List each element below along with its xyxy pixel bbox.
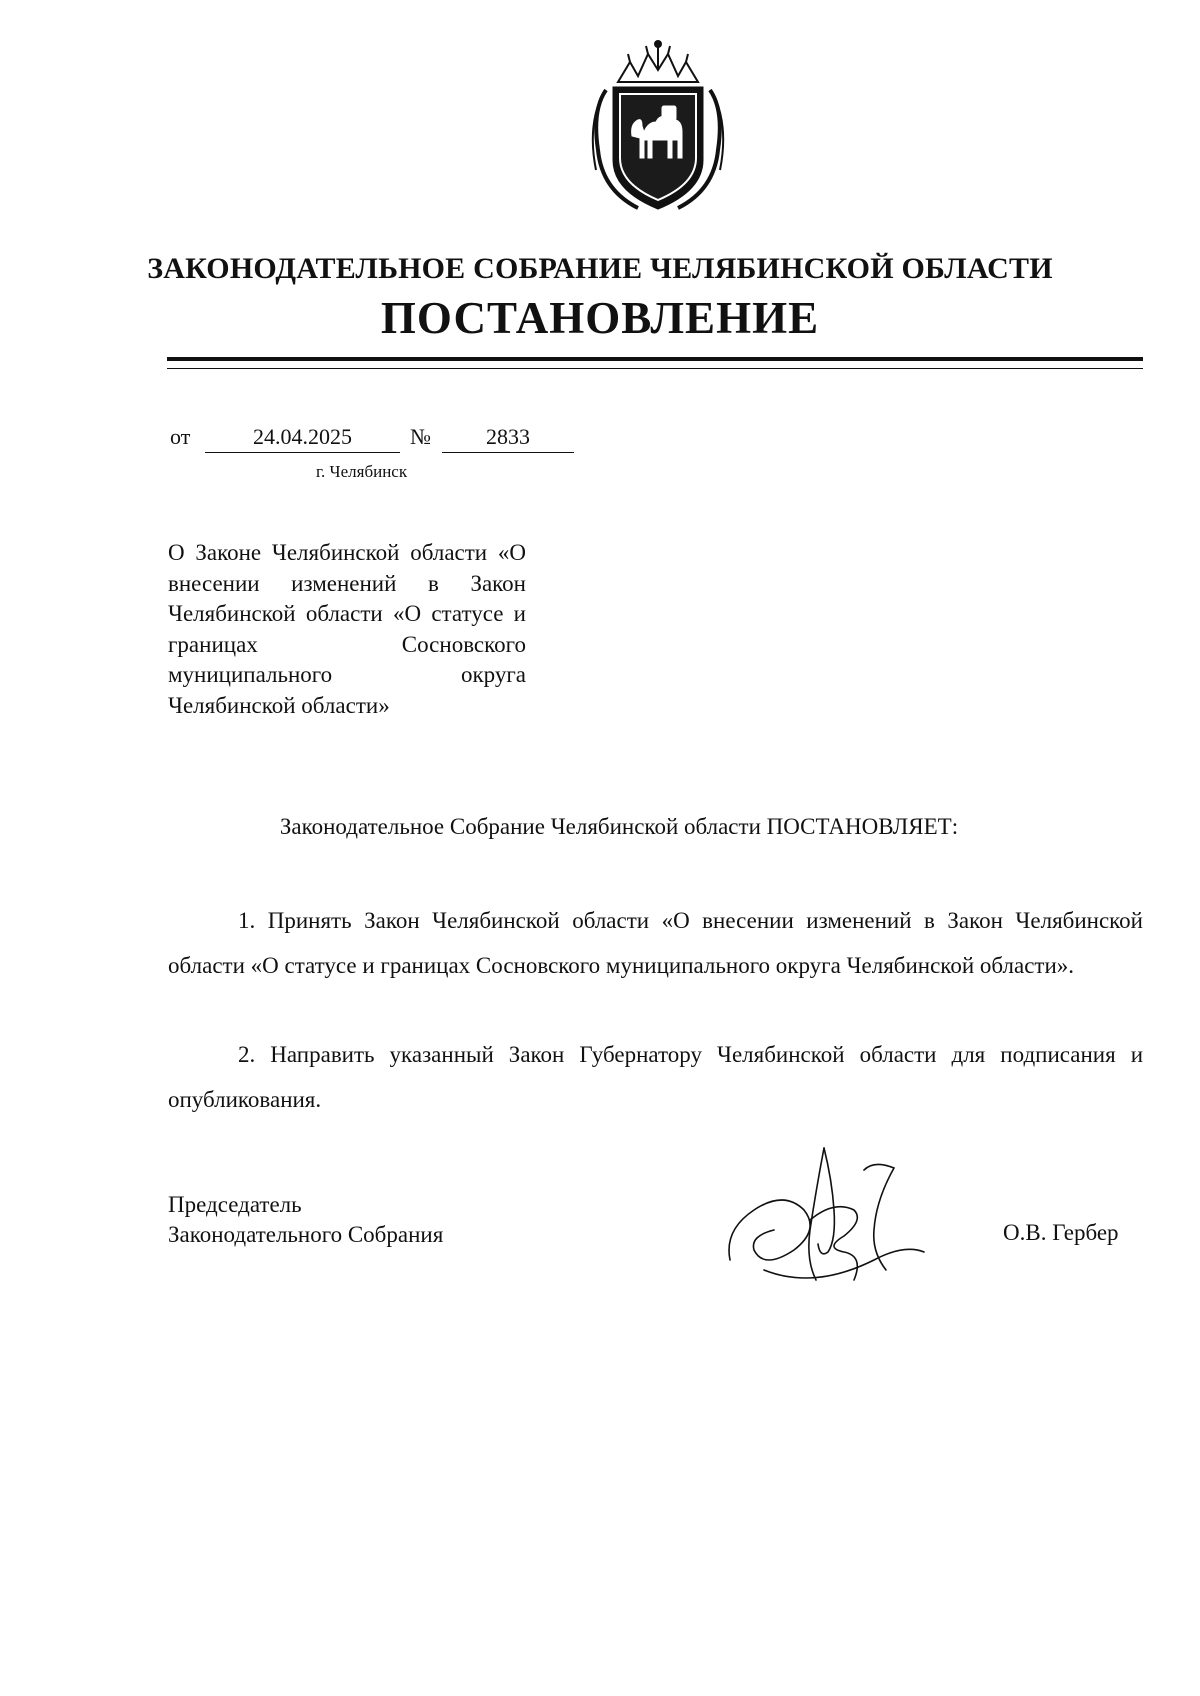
handwritten-signature-icon (724, 1140, 939, 1290)
date-label: от (170, 424, 191, 449)
resolution-item-2: 2. Направить указанный Закон Губернатору Челябинской области для подписания и опубликования. (168, 1042, 1143, 1112)
signer-position-line-1: Председатель (168, 1192, 302, 1217)
header-divider-thick (167, 357, 1143, 361)
document-number: 2833 (442, 422, 574, 453)
resolution-item-1: 1. Принять Закон Челябинской области «О внесении изменений в Закон Челябинской области «О статусе и границах Сосновского муниципального округа Челябинской области». (168, 908, 1143, 978)
organization-title: ЗАКОНОДАТЕЛЬНОЕ СОБРАНИЕ ЧЕЛЯБИНСКОЙ ОБЛАСТИ (147, 252, 1053, 285)
header-divider-thin (167, 368, 1143, 369)
signer-position (168, 1190, 443, 1250)
resolution-preamble: Законодательное Собрание Челябинской области ПОСТАНОВЛЯЕТ: (279, 814, 959, 839)
document-subject: О Законе Челябинской области «О внесении изменений в Закон Челябинской области «О статусе и границах Сосновского муниципального округа Челябинской области» (168, 540, 526, 718)
signer-name: О.В. Гербер (1003, 1220, 1119, 1245)
document-date: 24.04.2025 (205, 422, 400, 453)
signer-position-line-2: Законодательного Собрания (168, 1222, 444, 1247)
document-type-heading: ПОСТАНОВЛЕНИЕ (380, 293, 820, 343)
chelyabinsk-coat-of-arms-icon (578, 40, 738, 220)
number-label: № (410, 424, 431, 449)
issuing-city: г. Челябинск (316, 462, 408, 481)
